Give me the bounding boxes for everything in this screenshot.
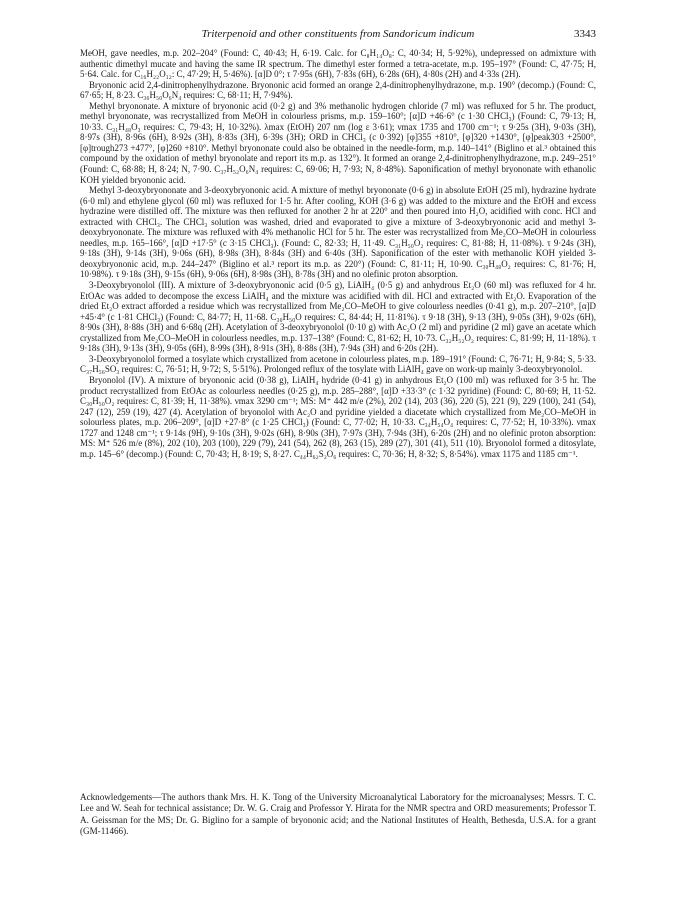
paragraph-tosylate: 3-Deoxybryonolol formed a tosylate which crystallized from acetone in colourless plates, m.p. 189–191° (Found: C, 76·71; H, 9·84; S, 5·33. C₃₇H₅₆SO₃ requires: C, 76·51; H, 9·72; S, 5·51%). Prolonged reflux of the tosylate with LiAlH₄ gave on work-up mainly 3-deoxybryonolol. bbox=[80, 353, 596, 375]
paragraph-mucate: MeOH, gave needles, m.p. 202–204° (Found: C, 40·43; H, 6·19. Calc. for C₈H₁₄O₈: C, 40·34; H, 5·92%), undepressed on admixture with authentic dimethyl mucate and having the same IR spectrum. The dimethyl ester formed a tetra-acetate, m.p. 195–197° (Found: C, 47·75; H, 5·64. Calc. for C₁₆H₂₂O₁₂: C, 47·29; H, 5·46%). [α]D 0°; τ 7·95s (6H), 7·83s (6H), 6·28s (6H), 4·80s (2H) and 4·33s (2H). bbox=[80, 48, 596, 80]
paragraph-3-deoxybryononate: Methyl 3-deoxybryononate and 3-deoxybryononic acid. A mixture of methyl bryononate (0·6 g) in absolute EtOH (25 ml), hydrazine hydrate (6·0 ml) and ethylene glycol (60 ml) was refluxed for 1·5 hr. After cooling, KOH (3·6 g) was added to the mixture and the EtOH and excess hydrazine were distilled off. The mixture was then refluxed for another 2 hr at 220° and then poured into H₂O, acidified with conc. HCl and extracted with CHCl₃. The CHCl₃ solution was washed, dried and evaporated to give a mixture of 3-deoxybryononic acid and methyl 3-deoxybryononate. The mixture was refluxed with 4% methanolic HCl for 5 hr. The ester was recrystallized from Me₂CO–MeOH in colourless needles, m.p. 165–166°, [α]D +17·5° (c 3·15 CHCl₃). (Found: C, 82·33; H, 11·49. C₃₁H₅₀O₂ requires: C, 81·88; H, 11·08%). τ 9·24s (3H), 9·18s (3H), 9·14s (3H), 9·06s (6H), 8·98s (3H), 8·84s (3H) and 6·40s (3H). Saponification of the ester with methanolic KOH yielded 3-deoxybryononic acid, m.p. 244–247° (Biglino et al.³ report its m.p. as 220°) (Found: C, 81·11; H, 10·90. C₃₀H₄₈O₂ requires: C, 81·76; H, 10·98%). τ 9·18s (3H), 9·15s (6H), 9·06s (6H), 8·98s (3H), 8·78s (3H) and no olefinic proton absorption. bbox=[80, 185, 596, 280]
acknowledgements bbox=[80, 792, 596, 837]
paragraph-bryonolol: Bryonolol (IV). A mixture of bryononic acid (0·38 g), LiAlH₄ hydride (0·41 g) in anhydrous Et₂O (100 ml) was refluxed for 3·5 hr. The product recrystallized from EtOAc as colourless needles (0·25 g), m.p. 285–288°, [α]D +33·3° (c 1·32 pyridine) (Found: C, 80·69; H, 11·52. C₃₀H₅₀O₂ requires: C, 81·39; H, 11·38%). νmax 3290 cm⁻¹; MS: M⁺ 442 m/e (2%), 202 (14), 203 (36), 220 (5), 221 (9), 229 (100), 241 (54), 247 (12), 259 (19), 427 (4). Acetylation of bryonolol with Ac₂O and pyridine yielded a diacetate which crystallized from Me₂CO–MeOH in solourless plates, m.p. 206–209°, [α]D +27·8° (c 1·25 CHCl₃) (Found: C, 77·02; H, 10·33. C₃₄H₅₄O₄ requires: C, 77·52; H, 10·33%). νmax 1727 and 1248 cm⁻¹; τ 9·14s (9H), 9·10s (3H), 9·02s (6H), 8·90s (3H), 7·97s (3H), 7·94s (3H), 6·20s (2H) and no olefinic proton absorption: MS: M⁺ 526 m/e (8%), 202 (10), 203 (100), 229 (79), 241 (54), 262 (8), 263 (15), 289 (27), 301 (41), 511 (10). Bryonolol formed a ditosylate, m.p. 145–6° (decomp.) (Found: C, 70·43; H, 8·19; S, 8·27. C₄₄H₆₂S₂O₆ requires: C, 70·36; H, 8·32; S, 8·54%). νmax 1175 and 1185 cm⁻¹. bbox=[80, 374, 596, 459]
paragraph-methyl-bryononate: Methyl bryononate. A mixture of bryononic acid (0·2 g) and 3% methanolic hydrogen chloride (7 ml) was refluxed for 5 hr. The product, methyl bryononate, was recrystallized from MeOH in colourless prisms, m.p. 159–160°; [α]D +46·6° (c 1·30 CHCl₃) (Found: C, 79·13; H, 10·33. C₃₁H₄₈O₃ requires: C, 79·43; H, 10·32%). λmax (EtOH) 207 nm (log ε 3·61); νmax 1735 and 1700 cm⁻¹; τ 9·25s (3H), 9·03s (3H), 8·97s (3H), 8·96s (6H), 8·92s (3H), 8·83s (3H), 6·39s (3H); ORD in CHCl₃ (c 0·392) [φ]355 +810°, [φ]320 +1430°, [φ]peak303 +2500°, [φ]trough273 +477°, [φ]260 +810°. Methyl bryononate could also be obtained in the needle-form, m.p. 140–141° (Biglino et al.³ obtained this compound by the oxidation of methyl bryonolate and report its m.p. as 132°). It formed an orange 2,4-dinitrophenylhydrazone, m.p. 249–251° (Found: C, 68·88; H, 8·24; N, 7·90. C₃₇H₅₂O₆N₄ requires: C, 69·06; H, 7·93; N, 8·48%). Saponification of methyl bryononate with ethanolic KOH yielded bryononic acid. bbox=[80, 100, 596, 185]
paragraph-dnp-bryononic: Bryononic acid 2,4-dinitrophenylhydrazone. Bryononic acid formed an orange 2,4-dinitrophenylhydrazone, m.p. 190° (decomp.) (Found: C, 67·65; H, 8·23. C₃₆H₅₀O₆N₄ requires: C, 68·11; H, 7·94%). bbox=[80, 79, 596, 101]
paragraph-3-deoxybryonolol: 3-Deoxybryonolol (III). A mixture of 3-deoxybryononic acid (0·5 g), LiAlH₄ (0·5 g) and anhydrous Et₂O (60 ml) was refluxed for 4 hr. EtOAc was added to decompose the excess LiAlH₄ and the mixture was acidified with dil. HCl and extracted with Et₂O. Evaporation of the dried Et₂O extract afforded a residue which was recrystallized from Me₂CO–MeOH to give colourless needles (0·41 g), m.p. 207–210°, [α]D +45·4° (c 1·81 CHCl₃) (Found: C, 84·77; H, 11·68. C₃₀H₅₀O requires: C, 84·44; H, 11·81%). τ 9·18 (3H), 9·13 (3H), 9·05s (3H), 9·02s (6H), 8·90s (3H), 8·88s (3H) and 6·68q (2H). Acetylation of 3-deoxybryonolol (0·10 g) with Ac₂O (2 ml) and pyridine (2 ml) gave an acetate which crystallized from Me₂CO–MeOH in colourless needles, m.p. 137–138° (Found: C, 81·62; H, 10·73. C₃₂H₅₂O₂ requires: C, 81·99; H, 11·18%). τ 9·18s (3H), 9·13s (3H), 9·05s (6H), 8·99s (3H), 8·91s (3H), 8·88s (3H), 7·94s (3H) and 6·20s (2H). bbox=[80, 280, 596, 354]
running-title: Triterpenoid and other constituents from Sandoricum indicum bbox=[201, 28, 475, 40]
page-header bbox=[80, 28, 596, 41]
page-number: 3343 bbox=[574, 28, 596, 40]
acknowledgements-text: Acknowledgements—The authors thank Mrs. H. K. Tong of the University Microanalytical Laboratory for the microanalyses; Messrs. T. C. Lee and W. Seah for technical assistance; Dr. W. G. Craig and Professor Y. Hirata for the NMR spectra and ORD measurements; Professor T. A. Geissman for the MS; Dr. G. Biglino for a sample of bryononic acid; and the National Institutes of Health, Bethesda, U.S.A. for a grant (GM-11466). bbox=[80, 792, 596, 836]
experimental-section bbox=[80, 48, 596, 459]
